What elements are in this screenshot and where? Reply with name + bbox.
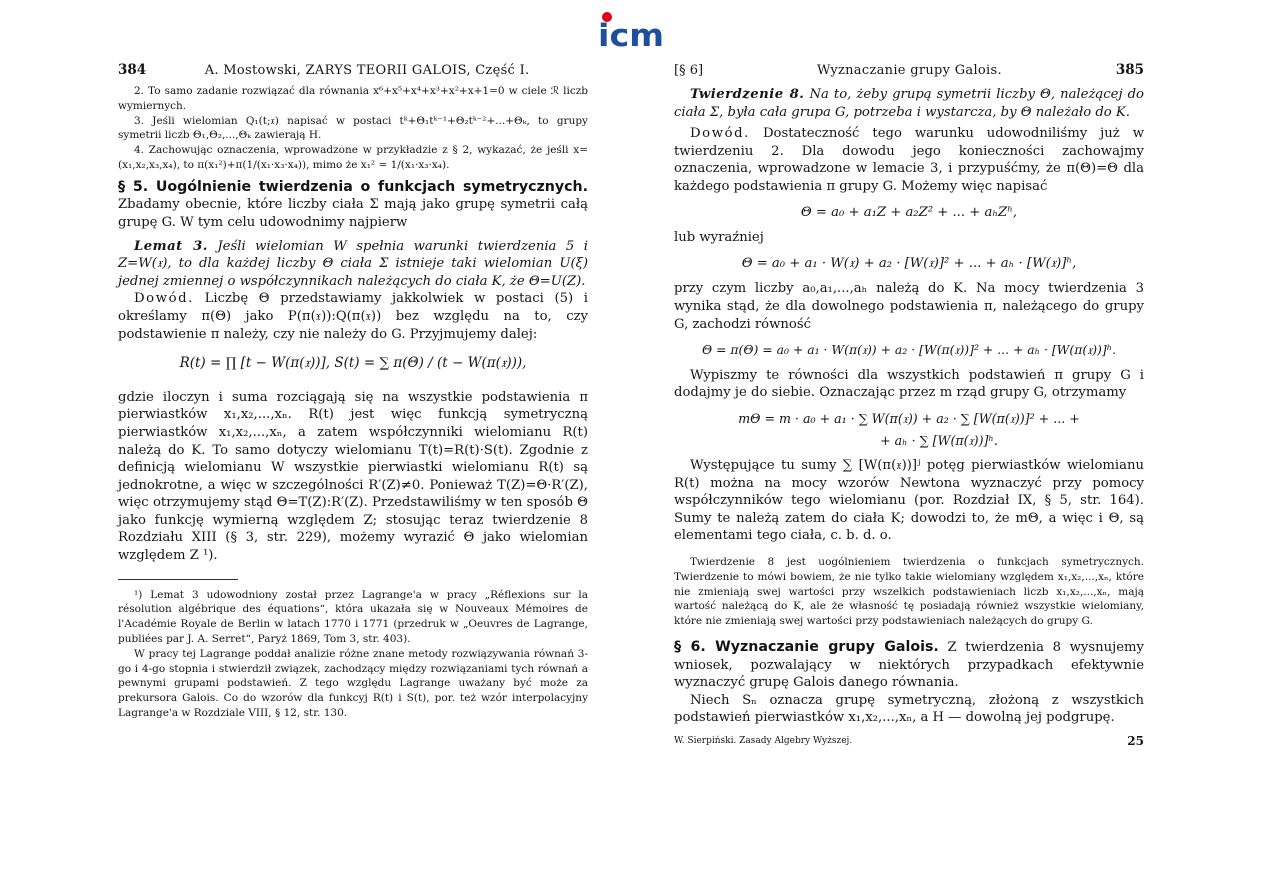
paragraph-symmetric-group: Niech Sₙ oznacza grupę symetryczną, złożoną z wszystkich podstawień pierwiastków x₁,x₂,...,xₙ, a H — dowolną jej podgrupę.: [674, 692, 1144, 726]
lemma-proof: [118, 290, 588, 343]
section-6-title: § 6. Wyznaczanie grupy Galois.: [674, 639, 939, 656]
section-6-intro: Z twierdzenia 8 wysnujemy wniosek, pozwalający w niektórych przypadkach efektywnie wyznaczyć grupę Galois danego równania.: [674, 640, 1144, 691]
formula-theta-w: Θ = a₀ + a₁ · W(𝔵) + a₂ · [W(𝔵)]² + ... + aₕ · [W(𝔵)]ʰ,: [741, 255, 1077, 271]
proof-label: Dowód.: [134, 291, 194, 307]
section-6: [674, 639, 1144, 692]
formula-m-theta: mΘ = m · a₀ + a₁ · ∑ W(π(𝔵)) + a₂ · ∑ [W(π(𝔵))]² + ... +: [738, 410, 1080, 426]
right-running-title: Wyznaczanie grupy Galois.: [816, 63, 1002, 78]
footnote-rule: [118, 579, 238, 580]
left-page-header: [118, 62, 588, 84]
lub-text: lub wyraźniej: [674, 230, 764, 246]
formula-theta-z: Θ = a₀ + a₁Z + a₂Z² + ... + aₕZʰ,: [800, 204, 1018, 220]
paragraph-sum: Wypiszmy te równości dla wszystkich podstawień π grupy G i dodajmy je do siebie. Oznaczając przez m rząd grupy G, otrzymamy: [674, 367, 1144, 401]
right-section-marker: [§ 6]: [674, 63, 704, 78]
formula-m-theta-cont: + aₕ · ∑ [W(π(𝔵))]ʰ.: [880, 432, 998, 448]
footer-book-title: W. Sierpiński. Zasady Algebry Wyższej.: [674, 736, 853, 747]
theorem-proof: [674, 125, 1144, 195]
right-page-footer: [674, 733, 1144, 751]
theorem-8-label: Twierdzenie 8.: [690, 87, 805, 102]
exercise-4: 4. Zachowując oznaczenia, wprowadzone w przykładzie z § 2, wykazać, że jeśli x=(x₁,x₂,x₃,x₄), to π(x₁²)+π(1/(x₁·x₃·x₄)), mimo że x₁² = 1/(x₁·x₃·x₄).: [118, 144, 588, 171]
lemma-3-label: Lemat 3.: [134, 238, 208, 254]
formula-theta-pi: Θ = π(Θ) = a₀ + a₁ · W(π(𝔵)) + a₂ · [W(π(𝔵))]² + ... + aₕ · [W(π(𝔵))]ʰ.: [701, 342, 1117, 358]
footer-signature-number: 25: [1127, 734, 1144, 749]
right-page-header: [674, 62, 1144, 84]
proof-text: Liczbę Θ przedstawiamy jakkolwiek w postaci (5) i określamy π(Θ) jako P(π(𝔵)):Q(π(𝔵)) bez względu na to, czy podstawienie π należy, czy nie należy do G. Przyjmujemy dalej:: [118, 291, 588, 342]
logo-text: icm: [598, 18, 664, 50]
footnote-1: ¹) Lemat 3 udowodniony został przez Lagrange'a w pracy „Réflexions sur la résolution algébrique des équations“, która ukazała się w Nouveaux Mémoires de l'Académie Royale de Berlin w latach 1770 i 1771 (przedruk w „Oeuvres de Lagrange, publiées par J. A. Serret“, Paryż 1869, Tom 3, str. 403).: [118, 588, 588, 646]
lemma-3: [118, 238, 588, 291]
right-page-number: 385: [1115, 62, 1144, 78]
paragraph-coefficients: przy czym liczby a₀,a₁,...,aₕ należą do K. Na mocy twierdzenia 3 wynika stąd, że dla dowolnego podstawienia π, należącego do grupy G, zachodzi równość: [674, 281, 1144, 332]
footnotes: [118, 588, 588, 721]
exercise-2: 2. To samo zadanie rozwiązać dla równania x⁶+x⁵+x⁴+x³+x²+x+1=0 w ciele ℛ liczb wymiernych.: [118, 85, 588, 112]
proof-paragraph: gdzie iloczyn i suma rozciągają się na wszystkie podstawienia π pierwiastków x₁,x₂,...,xₙ. R(t) jest więc funkcją symetryczną pierwiastków x₁,x₂,...,xₙ, a zatem współczynniki wielomianu R(t) należą do K. To samo dotyczy wielomianu T(t)=R(t)·S(t). Zgodnie z definicją wielomianu W wszystkie pierwiastki wielomianu R(t) są jednokrotne, a więc w szczególności R′(Z)≠0. Ponieważ T(Z)=Θ·R′(Z), więc otrzymujemy stąd Θ=T(Z):R′(Z). Przedstawiliśmy w ten sposób Θ jako funkcję wymierną względem Z; stosując teraz twierdzenie 8 Rozdziału XIII (§ 3, str. 229), możemy wyrazić Θ jako wielomian względem Z ¹).: [118, 389, 588, 564]
lemma-3-text: Jeśli wielomian W spełnia warunki twierdzenia 5 i Z=W(𝔵), to dla każdej liczby Θ ciała Σ istnieje taki wielomian U(ξ) jednej zmiennej o współczynnikach należących do ciała K, że Θ=U(Z).: [118, 238, 588, 289]
exercises: [118, 84, 588, 173]
remark-theorem-8: Twierdzenie 8 jest uogólnieniem twierdzenia o funkcjach symetrycznych. Twierdzenie to mówi bowiem, że nie tylko takie wielomiany względem x₁,x₂,...,xₙ, które nie zmieniają swej wartości przy wszelkich podstawieniach liczb x₁,x₂,...,xₙ, mają wartość należącą do K, ale że własność tę posiadają również wszystkie wielomiany, które nie zmieniają swej wartości przy podstawieniach należących do grupy G.: [674, 556, 1144, 628]
exercise-3: 3. Jeśli wielomian Q₁(t;𝔵) napisać w postaci tᵏ+Θ₁tᵏ⁻¹+Θ₂tᵏ⁻²+...+Θₖ, to grupy symetrii liczb Θ₁,Θ₂,...,Θₖ zawierają H.: [118, 114, 588, 142]
theorem-8-text: Na to, żeby grupą symetrii liczby Θ, należącej do ciała Σ, była cała grupa G, potrzeba i wystarcza, by Θ należało do K.: [674, 87, 1144, 120]
icm-logo: [598, 10, 664, 50]
section-5-title: § 5. Uogólnienie twierdzenia o funkcjach symetrycznych.: [118, 178, 588, 195]
left-running-title: A. Mostowski, ZARYS TEORII GALOIS, Część I.: [204, 63, 530, 78]
right-page: [674, 62, 1144, 751]
footnote-2: W pracy tej Lagrange poddał analizie różne znane metody rozwiązywania równań 3-go i 4-go stopnia i stwierdził związek, zachodzący między rozwiązaniami tych równań a pewnymi grupami podstawień. Z tego względu Lagrange uważany być może za prekursora Galois. Co do wzorów dla funkcyj R(t) i S(t), por. też wzór interpolacyjny Lagrange'a w Rozdziale VIII, § 12, str. 130.: [118, 647, 588, 720]
proof-label: Dowód.: [690, 126, 750, 142]
theorem-8: [674, 86, 1144, 121]
left-page-number: 384: [118, 62, 147, 78]
paragraph-newton: Występujące tu sumy ∑ [W(π(𝔵))]ʲ potęg pierwiastków wielomianu R(t) można na mocy wzorów Newtona wyznaczyć przy pomocy współczynników tego wielomianu (por. Rozdział IX, § 5, str. 164). Sumy te należą zatem do ciała K; dowodzi to, że mΘ, a więc i Θ, są elementami tego ciała, c. b. d. o.: [674, 458, 1144, 544]
left-page: [118, 62, 588, 721]
section-5: [118, 179, 588, 232]
section-5-intro: Zbadamy obecnie, które liczby ciała Σ mają jako grupę symetrii całą grupę G. W tym celu udowodnimy najpierw: [118, 197, 588, 230]
formula-r-s: R(t) = ∏ [t − W(π(𝔵))], S(t) = ∑ π(Θ) / (t − W(π(𝔵))),: [179, 355, 527, 372]
proof-text: Dostateczność tego warunku udowodniliśmy już w twierdzeniu 2. Dla dowodu jego konieczności zachowajmy oznaczenia, wprowadzone w lemacie 3, i przypuśćmy, że π(Θ)=Θ dla każdego podstawienia π grupy G. Możemy więc napisać: [674, 126, 1144, 194]
